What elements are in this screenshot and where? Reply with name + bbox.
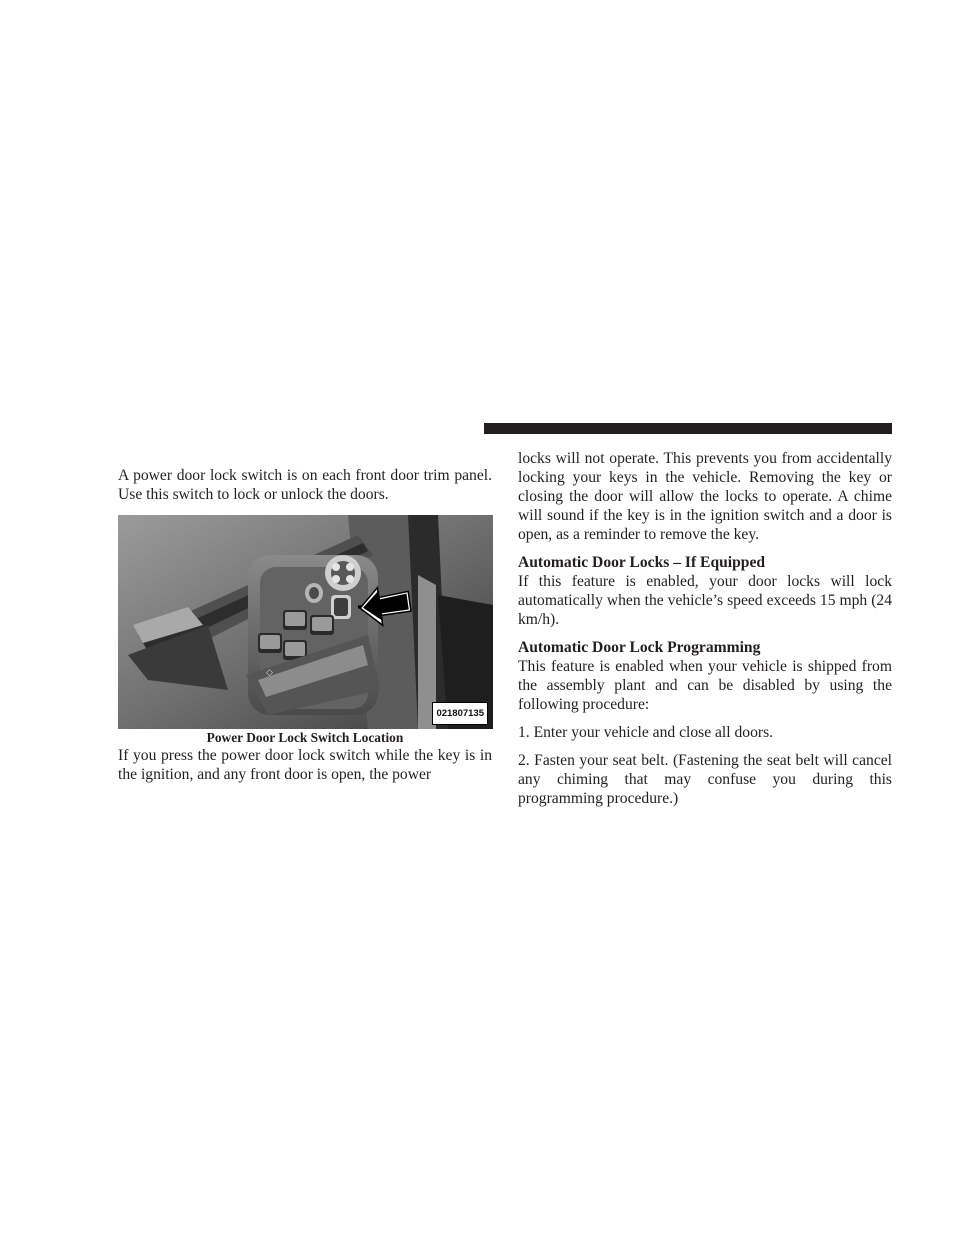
- step-1: 1. Enter your vehicle and close all doors.: [518, 724, 774, 741]
- right-column: [518, 449, 892, 808]
- power-lock-paragraph-start: If you press the power door lock switch while the key is in the ignition, and any front door is open, the power: [118, 747, 492, 783]
- step-2: 2. Fasten your seat belt. (Fastening the seat belt will cancel any chiming that may confuse you during this programming procedure.): [518, 752, 892, 807]
- figure-code: 021807135: [432, 702, 488, 725]
- section-rule: [484, 423, 892, 434]
- programming-heading: Automatic Door Lock Programming: [518, 639, 761, 656]
- figure-caption: Power Door Lock Switch Location: [206, 730, 404, 745]
- svg-text:◇: ◇: [266, 668, 273, 678]
- left-column: [118, 466, 492, 784]
- door-lock-switch-photo: [118, 515, 493, 729]
- programming-text: This feature is enabled when your vehicle is shipped from the assembly plant and can be disabled by using the following procedure:: [518, 658, 892, 713]
- intro-paragraph: A power door lock switch is on each front door trim panel. Use this switch to lock or unlock the doors.: [118, 467, 492, 503]
- auto-locks-text: If this feature is enabled, your door locks will lock automatically when the vehicle’s speed exceeds 15 mph (24 km/h).: [518, 573, 892, 628]
- power-lock-paragraph-end: locks will not operate. This prevents you from accidentally locking your keys in the vehicle. Removing the key or closing the door will allow the locks to operate. A chime will sound if the key is in the ignition switch and a door is open, as a reminder to remove the key.: [518, 450, 892, 543]
- auto-locks-heading: Automatic Door Locks – If Equipped: [518, 554, 766, 571]
